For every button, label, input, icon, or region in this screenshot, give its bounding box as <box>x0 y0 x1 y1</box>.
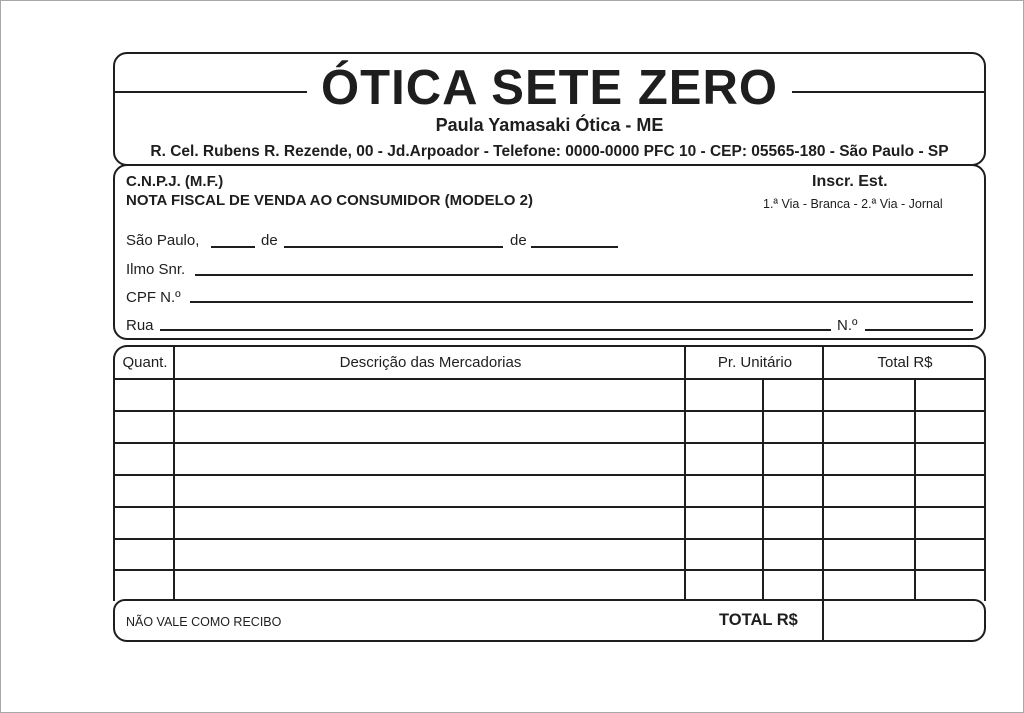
numero-field[interactable] <box>865 329 973 331</box>
total-value-field[interactable] <box>824 601 984 640</box>
header-box <box>113 52 986 166</box>
footer-box <box>113 599 986 642</box>
table-row <box>115 474 984 476</box>
de-label-2: de <box>510 232 527 249</box>
cpf-label: CPF N.º <box>126 289 181 306</box>
table-row <box>115 410 984 412</box>
nao-vale-recibo: NÃO VALE COMO RECIBO <box>126 615 282 629</box>
col-header-pr-unitario: Pr. Unitário <box>717 354 793 371</box>
table-row <box>115 538 984 540</box>
ilmo-label: Ilmo Snr. <box>126 261 186 278</box>
table-row <box>115 378 984 380</box>
inscr-est-label: Inscr. Est. <box>812 173 888 190</box>
table-row <box>115 569 984 571</box>
cpf-field[interactable] <box>190 301 973 303</box>
items-table <box>113 345 986 601</box>
col-header-descricao: Descrição das Mercadorias <box>339 354 522 371</box>
numero-label: N.º <box>837 317 858 334</box>
col-header-quant: Quant. <box>122 354 168 371</box>
nota-fiscal-label: NOTA FISCAL DE VENDA AO CONSUMIDOR (MODELO 2) <box>126 192 533 209</box>
month-field[interactable] <box>284 246 503 248</box>
total-label: TOTAL R$ <box>719 611 798 629</box>
de-label-1: de <box>261 232 278 249</box>
store-title: ÓTICA SETE ZERO <box>115 60 984 116</box>
day-field[interactable] <box>211 246 255 248</box>
ilmo-field[interactable] <box>195 274 973 276</box>
year-field[interactable] <box>531 246 618 248</box>
table-row <box>115 442 984 444</box>
cnpj-label: C.N.P.J. (M.F.) <box>126 173 224 190</box>
vias-label: 1.ª Via - Branca - 2.ª Via - Jornal <box>763 197 943 211</box>
col-header-total: Total R$ <box>877 354 933 371</box>
rua-label: Rua <box>126 317 154 334</box>
store-subtitle: Paula Yamasaki Ótica - ME <box>435 115 664 135</box>
table-row <box>115 506 984 508</box>
rua-field[interactable] <box>160 329 831 331</box>
customer-info-box <box>113 164 986 340</box>
city-label: São Paulo, <box>126 232 200 249</box>
store-address: R. Cel. Rubens R. Rezende, 00 - Jd.Arpoador - Telefone: 0000-0000 PFC 10 - CEP: 05565-180 - São Paulo - SP <box>150 143 949 160</box>
